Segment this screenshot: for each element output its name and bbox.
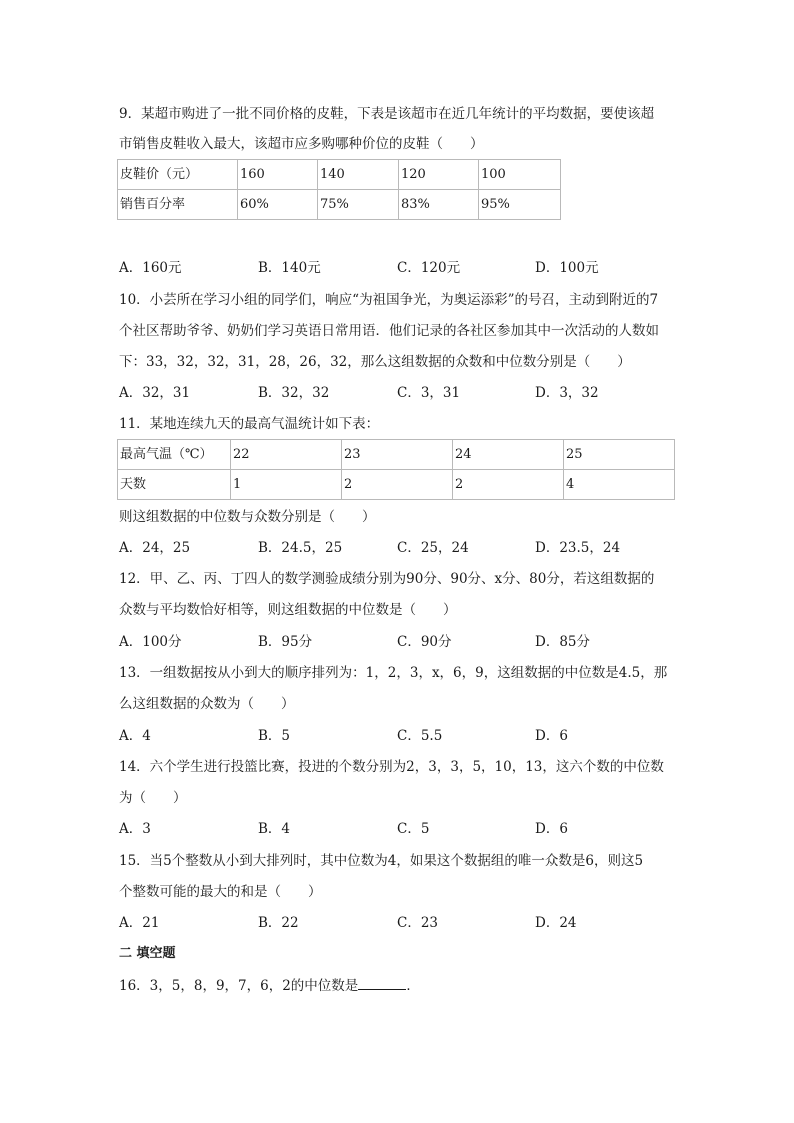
- q13-option-c[interactable]: C．5.5: [397, 728, 443, 744]
- table-cell: 1: [231, 470, 342, 500]
- table-cell: 140: [318, 160, 399, 190]
- q10-stem-line-2: 个社区帮助爷爷、奶奶们学习英语日常用语．他们记录的各社区参加其中一次活动的人数如: [119, 323, 659, 339]
- q10-option-a[interactable]: A．32，31: [119, 385, 191, 401]
- table-cell: 2: [453, 470, 564, 500]
- table-row: [118, 190, 561, 220]
- q11-option-c[interactable]: C．25，24: [397, 540, 469, 556]
- table-cell: 95%: [479, 190, 561, 220]
- table-cell: 最高气温（℃）: [118, 440, 231, 470]
- table-cell: 25: [564, 440, 675, 470]
- q9-price-table: [117, 159, 561, 220]
- q15-option-c[interactable]: C．23: [397, 915, 439, 931]
- q10-option-d[interactable]: D．3，32: [535, 385, 599, 401]
- q16-text: 16．3，5，8，9，7，6，2的中位数是: [119, 978, 359, 994]
- table-cell: 2: [342, 470, 453, 500]
- q10-option-c[interactable]: C．3，31: [397, 385, 461, 401]
- q13-stem-line-1: 13．一组数据按从小到大的顺序排列为：1，2，3，x，6，9，这组数据的中位数是4.5，那: [119, 665, 668, 681]
- table-cell: 75%: [318, 190, 399, 220]
- q14-stem-line-1: 14．六个学生进行投篮比赛，投进的个数分别为2，3，3，5，10，13，这六个数的中位数: [119, 759, 664, 775]
- table-cell: 100: [479, 160, 561, 190]
- q12-options: [119, 632, 719, 652]
- table-cell: 23: [342, 440, 453, 470]
- q13-option-d[interactable]: D．6: [535, 728, 568, 744]
- q15-option-d[interactable]: D．24: [535, 915, 577, 931]
- table-row: [118, 440, 675, 470]
- q11-stem-line-2: 则这组数据的中位数与众数分别是（ ）: [119, 509, 376, 525]
- q11-option-a[interactable]: A．24，25: [119, 540, 191, 556]
- q14-stem-line-2: 为（ ）: [119, 790, 187, 806]
- q15-stem-line-2: 个整数可能的最大的和是（ ）: [119, 884, 322, 900]
- q16-stem: [119, 975, 420, 996]
- q11-option-d[interactable]: D．23.5，24: [535, 540, 621, 556]
- q10-options: [119, 383, 719, 403]
- q11-options: [119, 538, 719, 558]
- q10-stem-line-1: 10．小芸所在学习小组的同学们，响应“为祖国争光，为奥运添彩”的号召，主动到附近的7: [119, 292, 659, 308]
- section-heading-fill-in: 二 填空题: [119, 946, 176, 961]
- q15-options: [119, 913, 719, 933]
- q9-option-d[interactable]: D．100元: [535, 260, 599, 276]
- q13-options: [119, 726, 719, 746]
- q12-stem-line-1: 12．甲、乙、丙、丁四人的数学测验成绩分别为90分、90分、x分、80分，若这组数据的: [119, 571, 655, 587]
- table-cell: 天数: [118, 470, 231, 500]
- q9-stem-line-2: 市销售皮鞋收入最大，该超市应多购哪种价位的皮鞋（ ）: [119, 136, 484, 152]
- q16-end-punct: ．: [406, 978, 420, 994]
- q15-stem-line-1: 15．当5个整数从小到大排列时，其中位数为4，如果这个数据组的唯一众数是6，则这5: [119, 853, 644, 869]
- q13-option-a[interactable]: A．4: [119, 728, 151, 744]
- q9-option-c[interactable]: C．120元: [397, 260, 461, 276]
- table-cell: 4: [564, 470, 675, 500]
- q10-option-b[interactable]: B．32，32: [258, 385, 330, 401]
- q12-stem-line-2: 众数与平均数恰好相等，则这组数据的中位数是（ ）: [119, 602, 457, 618]
- q14-option-c[interactable]: C．5: [397, 821, 430, 837]
- table-cell: 83%: [399, 190, 479, 220]
- table-cell: 60%: [238, 190, 318, 220]
- q14-option-b[interactable]: B．4: [258, 821, 291, 837]
- q12-option-b[interactable]: B．95分: [258, 634, 313, 650]
- q10-stem-line-3: 下：33，32，32，31，28，26，32，那么这组数据的众数和中位数分别是（ ）: [119, 354, 631, 370]
- q11-temperature-table: [117, 439, 675, 500]
- q14-option-a[interactable]: A．3: [119, 821, 151, 837]
- q9-option-a[interactable]: A．160元: [119, 260, 182, 276]
- table-cell: 皮鞋价（元）: [118, 160, 238, 190]
- q16-answer-blank[interactable]: [358, 975, 406, 990]
- table-row: [118, 160, 561, 190]
- table-cell: 销售百分率: [118, 190, 238, 220]
- table-cell: 24: [453, 440, 564, 470]
- q11-stem-line-1: 11．某地连续九天的最高气温统计如下表：: [119, 416, 380, 432]
- q9-stem-line-1: 9．某超市购进了一批不同价格的皮鞋，下表是该超市在近几年统计的平均数据，要使该超: [119, 106, 655, 122]
- q9-option-b[interactable]: B．140元: [258, 260, 321, 276]
- q12-option-c[interactable]: C．90分: [397, 634, 452, 650]
- table-cell: 120: [399, 160, 479, 190]
- table-cell: 160: [238, 160, 318, 190]
- table-cell: 22: [231, 440, 342, 470]
- q15-option-a[interactable]: A．21: [119, 915, 160, 931]
- q11-option-b[interactable]: B．24.5，25: [258, 540, 343, 556]
- q13-option-b[interactable]: B．5: [258, 728, 291, 744]
- q15-option-b[interactable]: B．22: [258, 915, 299, 931]
- table-row: [118, 470, 675, 500]
- q13-stem-line-2: 么这组数据的众数为（ ）: [119, 696, 295, 712]
- q12-option-a[interactable]: A．100分: [119, 634, 182, 650]
- q9-options: [119, 258, 719, 278]
- q12-option-d[interactable]: D．85分: [535, 634, 591, 650]
- q14-option-d[interactable]: D．6: [535, 821, 568, 837]
- q14-options: [119, 819, 719, 839]
